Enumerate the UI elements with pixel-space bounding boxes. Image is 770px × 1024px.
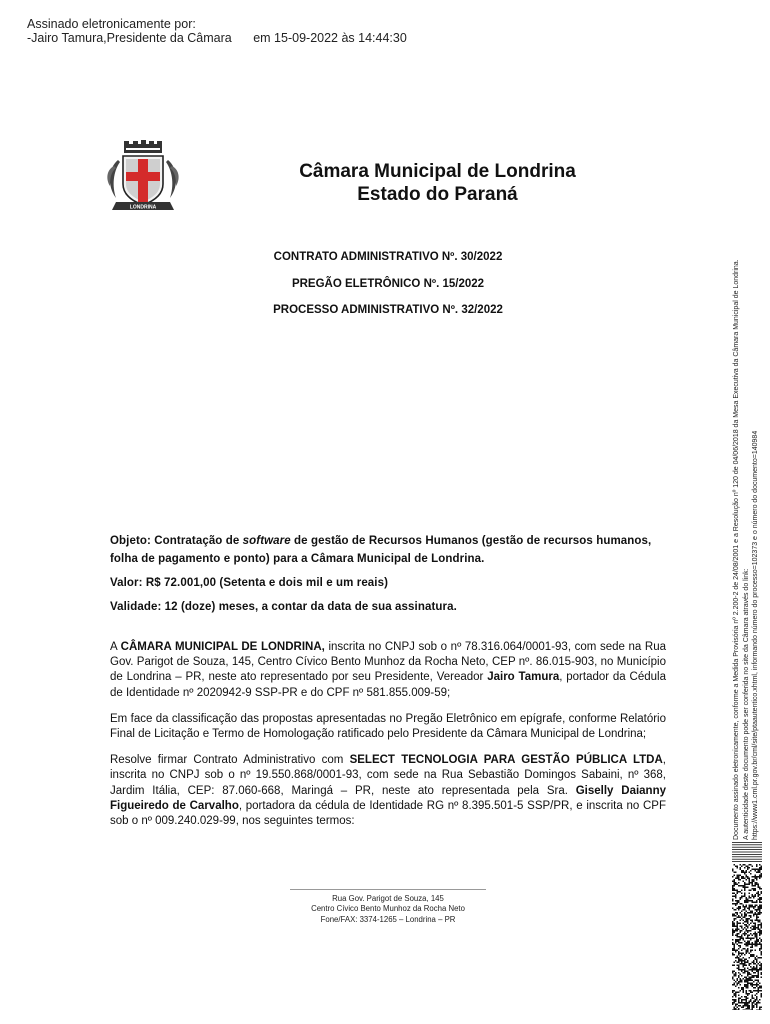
contract-body <box>110 640 666 840</box>
classification-paragraph: Em face da classificação das propostas apresentadas no Pregão Eletrônico em epígrafe, conforme Relatório Final de Licitação e Termo de Homologação ratificado pelo Presidente da Câmara Municipal de Londrina; <box>110 712 666 741</box>
coat-of-arms-icon <box>104 140 182 216</box>
institution-name: Câmara Municipal de Londrina <box>299 161 576 182</box>
auction-number: PREGÃO ELETRÔNICO Nº. 15/2022 <box>291 277 485 290</box>
contract-references <box>200 251 576 331</box>
footer-address: Rua Gov. Parigot de Souza, 145 <box>332 894 444 903</box>
footer-phone: Fone/FAX: 3374-1265 – Londrina – PR <box>320 914 456 924</box>
signature-block <box>27 17 407 45</box>
authentication-link[interactable]: https://www1.cml.pr.gov.br/cml/site/ptaautentico.xhtml, informando número do processo=102373 e o número do documento=140984 <box>752 430 760 840</box>
institution-state: Estado do Paraná <box>357 184 518 205</box>
footer-district: Centro Cívico Bento Munhoz da Rocha Neto <box>311 904 465 914</box>
validade-line: Validade: 12 (doze) meses, a contar da data de sua assinatura. <box>110 601 457 613</box>
objeto-paragraph: Objeto: Contratação de software de gestão de Recursos Humanos (gestão de recursos humanos, folha de pagamento e ponto) para a Câmara Municipal de Londrina. <box>110 535 652 565</box>
authentication-note <box>732 130 770 840</box>
contracting-party-paragraph: A CÂMARA MUNICIPAL DE LONDRINA, inscrita no CNPJ sob o nº 78.316.064/0001-93, com sede na Rua Gov. Parigot de Souza, 145, Centro Cívico Bento Munhoz da Rocha Neto, CEP nº. 86.015-903, no Município de Londrina – PR, neste ato representado por seu Presidente, Vereador Jairo Tamura, portador da Cédula de Identidade nº 2020942-9 SSP-PR e do CPF nº 581.855.009-59; <box>110 641 666 699</box>
page-footer <box>290 889 486 925</box>
signature-label: Assinado eletronicamente por: <box>27 17 196 31</box>
contract-summary <box>110 532 666 622</box>
authentication-line-2: A autenticidade deste documento pode ser conferida no site da Câmara através do link: <box>742 568 750 840</box>
svg-text:LONDRINA: LONDRINA <box>129 204 157 211</box>
contract-number: CONTRATO ADMINISTRATIVO Nº. 30/2022 <box>273 251 503 263</box>
signer-name: -Jairo Tamura,Presidente da Câmara <box>27 31 232 45</box>
signature-datetime: em 15-09-2022 às 14:44:30 <box>253 31 407 45</box>
qr-code-icon <box>732 842 762 1010</box>
valor-line: Valor: R$ 72.001,00 (Setenta e dois mil e um reais) <box>110 577 389 589</box>
process-number: PROCESSO ADMINISTRATIVO Nº. 32/2022 <box>273 304 503 316</box>
contractor-paragraph: Resolve firmar Contrato Administrativo com SELECT TECNOLOGIA PARA GESTÃO PÚBLICA LTDA, inscrita no CNPJ sob o nº 19.550.868/0001-93, com sede na Rua Sebastião Domingos Sabaini, nº 368, Jardim Itália, CEP: 87.060-668, Maringá – PR, neste ato representada pela Sra. Giselly Daianny Figueiredo de Carvalho, portadora da cédula de Identidade RG nº 8.395.501-5 SSP/PR, e inscrita no CPF sob o nº 009.240.029-99, nos seguintes termos: <box>110 754 666 828</box>
institution-header <box>240 160 635 206</box>
authentication-line-1: Documento assinado eletronicamente, conforme a Medida Provisória nº 2.200-2 de 24/08/2001 e a Resolução nº 120 de 04/06/2018 da Mesa Executiva da Câmara Municipal de Londrina. <box>733 259 740 840</box>
